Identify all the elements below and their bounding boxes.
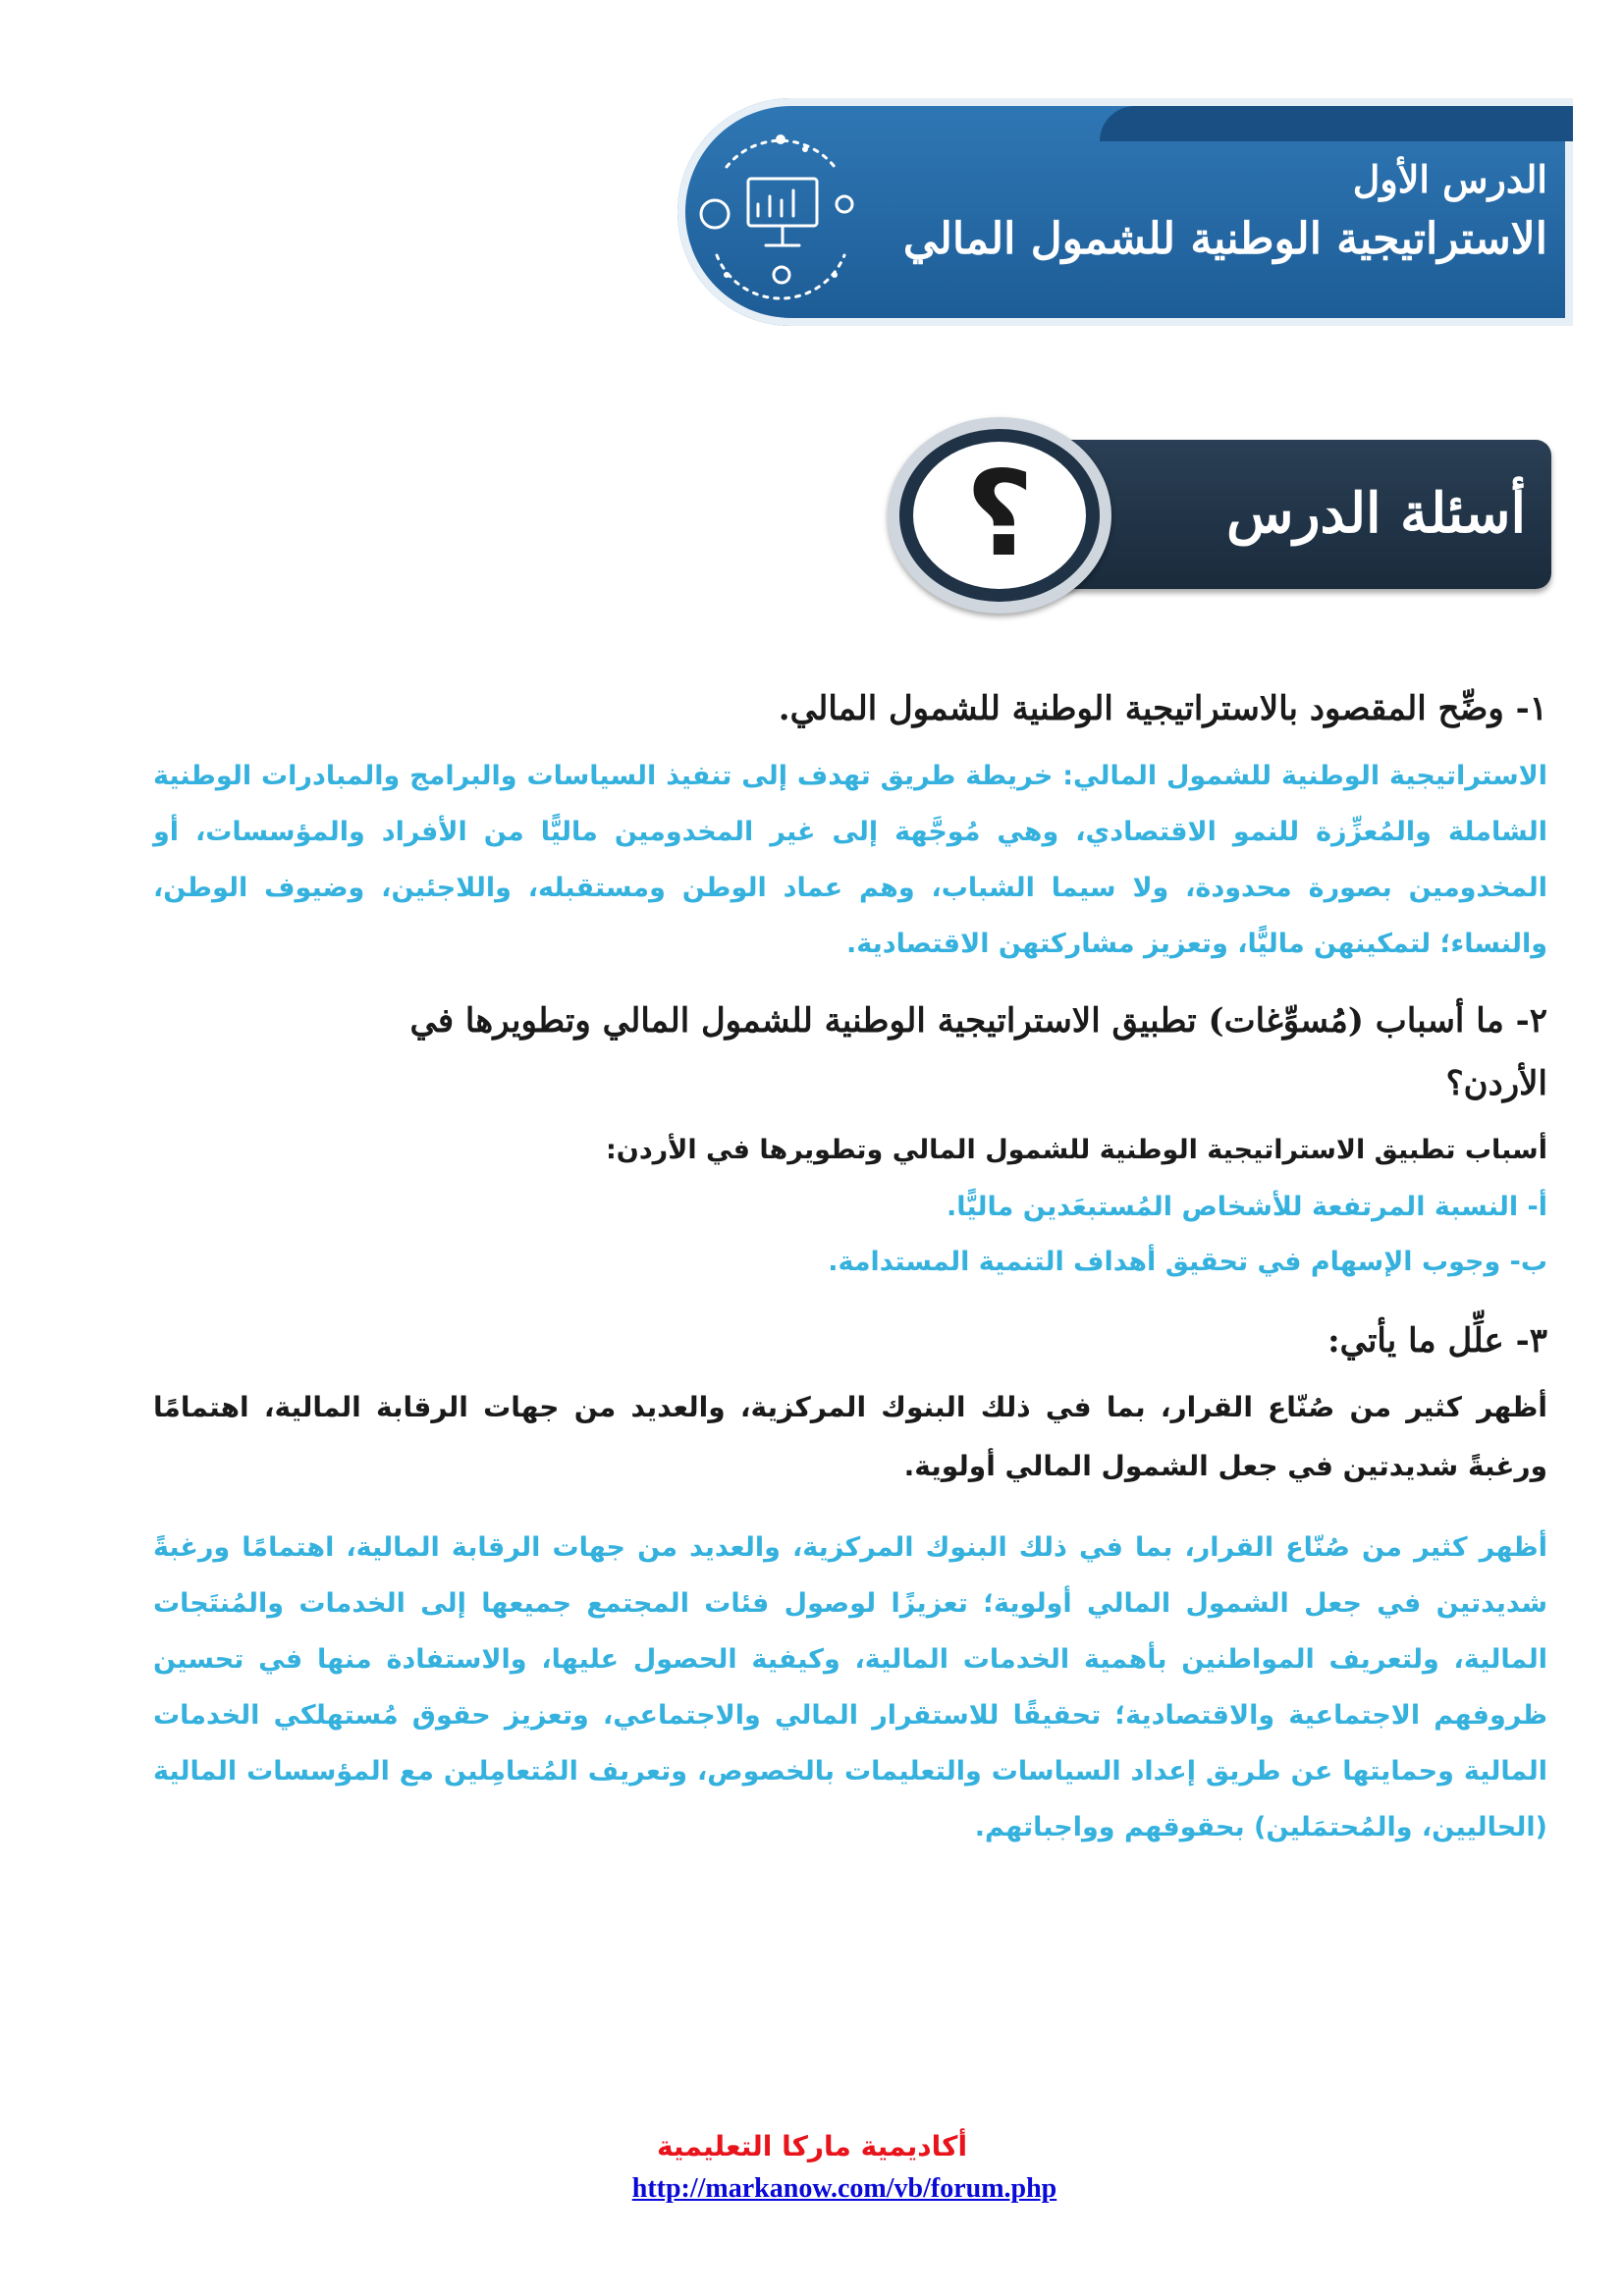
question-3-statement: أظهر كثير من صُنّاع القرار، بما في ذلك البنوك المركزية، والعديد من جهات الرقابة المالية، اهتمامًا ورغبةً شديدتين في جعل الشمول المالي أولوية. xyxy=(153,1391,1547,1482)
footer-forum-link[interactable]: http://markanow.com/vb/forum.php xyxy=(631,2173,1057,2204)
question-mark-icon xyxy=(913,442,1086,589)
questions-badge-title: أسئلة الدرس xyxy=(1226,481,1526,546)
question-2-text-line1: ٢- ما أسباب (مُسوِّغات) تطبيق الاستراتيجية الوطنية للشمول المالي وتطويرها في xyxy=(409,1001,1547,1041)
question-3 xyxy=(153,1309,1547,1855)
lesson-title: الاستراتيجية الوطنية للشمول المالي xyxy=(902,214,1547,264)
question-2 xyxy=(153,989,1547,1290)
question-3-answer: أظهر كثير من صُنّاع القرار، بما في ذلك البنوك المركزية، والعديد من جهات الرقابة المالية، اهتمامًا ورغبةً شديدتين في جعل الشمول المالي أولوية؛ تعزيزًا لوصول فئات المجتمع جميعها إلى الخدمات والمُنتَجات المالية، ولتعريف المواطنين بأهمية الخدمات المالية، وكيفية الحصول عليها، والاستفادة منها في تحسين ظروفهم الاجتماعية والاقتصادية؛ تحقيقًا للاستقرار المالي والاجتماعي، وتعزيز حقوق مُستهلكي الخدمات المالية وحمايتها عن طريق إعداد السياسات والتعليمات بالخصوص، وتعريف المُتعامِلين مع المؤسسات المالية (الحاليين، والمُحتمَلين) بحقوقهم وواجباتهم. xyxy=(153,1532,1547,1842)
question-mark-symbol: ؟ xyxy=(965,447,1034,583)
question-2-text-line2: الأردن؟ xyxy=(1445,1064,1547,1103)
finance-presentation-icon xyxy=(687,128,874,304)
question-1-answer: الاستراتيجية الوطنية للشمول المالي: خريطة طريق تهدف إلى تنفيذ السياسات والبرامج والمبادرات الوطنية الشاملة والمُعزِّزة للنمو الاقتصادي، وهي مُوجَّهة إلى غير المخدومين ماليًّا من الأفراد والمؤسسات، أو المخدومين بصورة محدودة، ولا سيما الشباب، وهم عماد الوطن ومستقبله، واللاجئين، وضيوف الوطن، والنساء؛ لتمكينهن ماليًّا، وتعزيز مشاركتهن الاقتصادية. xyxy=(153,761,1547,959)
question-2-item-b: ب- وجوب الإسهام في تحقيق أهداف التنمية المستدامة. xyxy=(828,1247,1547,1277)
footer-academy-name: أكاديمية ماركا التعليمية xyxy=(656,2130,968,2163)
lesson-questions-content xyxy=(153,677,1547,1855)
question-1 xyxy=(153,677,1547,972)
banner-accent-tab xyxy=(1100,106,1573,141)
question-2-item-a: أ- النسبة المرتفعة للأشخاص المُستبعَدين ماليًّا. xyxy=(946,1192,1547,1222)
question-3-text: ٣- علِّل ما يأتي: xyxy=(1327,1321,1547,1361)
question-1-text: ١- وضِّح المقصود بالاستراتيجية الوطنية للشمول المالي. xyxy=(778,689,1547,728)
question-2-intro: أسباب تطبيق الاستراتيجية الوطنية للشمول المالي وتطويرها في الأردن: xyxy=(605,1135,1547,1165)
lesson-label: الدرس الأول xyxy=(1352,157,1547,201)
